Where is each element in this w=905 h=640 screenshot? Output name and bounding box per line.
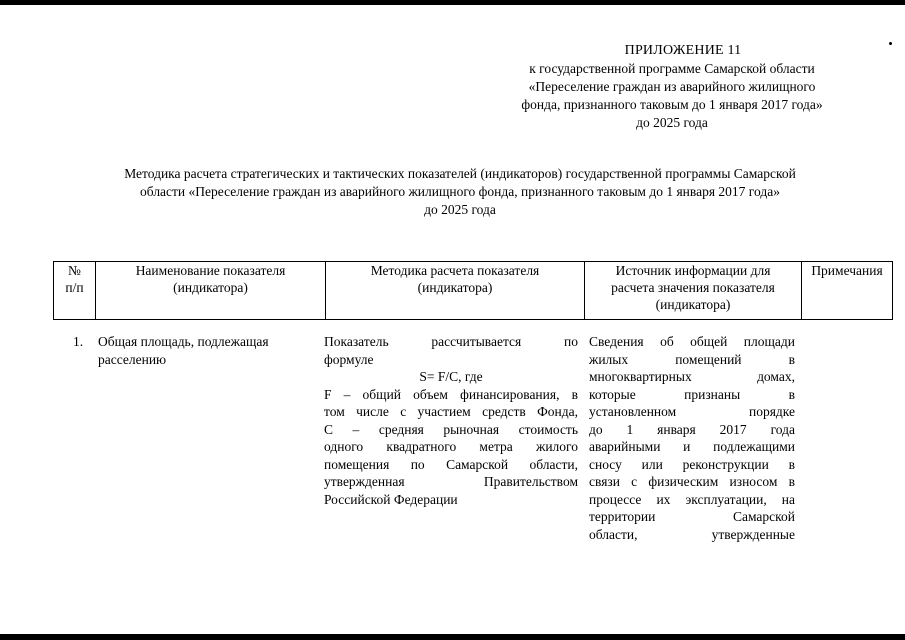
header-text: (индикатора)	[417, 280, 493, 295]
scan-top-edge	[0, 0, 905, 5]
header-text: п/п	[65, 280, 84, 295]
source-line: территории Самарской	[589, 509, 795, 524]
indicator-name-line: расселению	[98, 351, 167, 367]
source-line: сносу или реконструкции в	[589, 456, 795, 472]
method-line: Показатель рассчитывается по	[324, 334, 578, 349]
method-line: С – средняя рыночная стоимость	[324, 421, 578, 437]
scan-speck	[889, 42, 892, 45]
source-line: которые признаны в	[589, 386, 795, 402]
source-line: области, утвержденные	[589, 526, 795, 542]
method-line: Российской Федерации	[324, 491, 458, 507]
appendix-header	[470, 42, 874, 132]
document-title	[50, 165, 870, 219]
source-line: жилых помещений в	[589, 351, 795, 367]
row-number: 1.	[73, 334, 84, 349]
source-line: аварийными и подлежащими	[589, 439, 795, 454]
method-line: том числе с участием средств Фонда,	[324, 404, 578, 419]
method-line: одного квадратного метра жилого	[324, 439, 578, 454]
information-source	[589, 333, 795, 543]
header-text: Примечания	[811, 263, 883, 278]
table-header-row	[54, 262, 893, 320]
title-line: до 2025 года	[424, 202, 496, 217]
scan-bottom-edge	[0, 634, 905, 640]
source-line: многоквартирных домах,	[589, 369, 795, 384]
indicators-table-header	[53, 261, 893, 320]
method-line: помещения по Самарской области,	[324, 456, 578, 472]
source-line: связи с физическим износом в	[589, 474, 795, 489]
appendix-line: фонда, признанного таковым до 1 января 2017 года»	[521, 97, 823, 112]
title-line: Методика расчета стратегических и тактических показателей (индикаторов) государственной программы Самарской	[124, 166, 796, 181]
appendix-line: к государственной программе Самарской области	[529, 61, 815, 76]
method-line: формуле	[324, 351, 374, 367]
header-text: Методика расчета показателя	[370, 263, 540, 278]
appendix-line: «Переселение граждан из аварийного жилищного	[528, 79, 816, 94]
source-line: процессе их эксплуатации, на	[589, 491, 795, 507]
header-text: Наименование показателя	[135, 263, 286, 278]
formula: S= F/C, где	[419, 369, 483, 384]
source-line: до 1 января 2017 года	[589, 421, 795, 437]
header-text: №	[68, 263, 81, 278]
header-text: (индикатора)	[655, 297, 731, 312]
source-line: установленном порядке	[589, 404, 795, 419]
appendix-number: ПРИЛОЖЕНИЕ 11	[624, 43, 742, 58]
header-text: расчета значения показателя	[611, 280, 775, 295]
header-name	[96, 262, 326, 320]
source-line: Сведения об общей площади	[589, 334, 795, 349]
header-source	[585, 262, 802, 320]
header-num	[54, 262, 96, 320]
header-method	[326, 262, 585, 320]
title-line: области «Переселение граждан из аварийного жилищного фонда, признанного таковым до 1 января 2017 года»	[140, 184, 780, 199]
header-text: Источник информации для	[615, 263, 771, 278]
header-notes	[802, 262, 893, 320]
indicator-name	[98, 333, 318, 368]
indicator-name-line: Общая площадь, подлежащая	[98, 334, 269, 349]
method-line: F – общий объем финансирования, в	[324, 386, 578, 402]
method-line: утвержденная Правительством	[324, 474, 578, 489]
calculation-method	[324, 333, 578, 508]
appendix-line: до 2025 года	[636, 115, 708, 130]
header-text: (индикатора)	[173, 280, 248, 295]
